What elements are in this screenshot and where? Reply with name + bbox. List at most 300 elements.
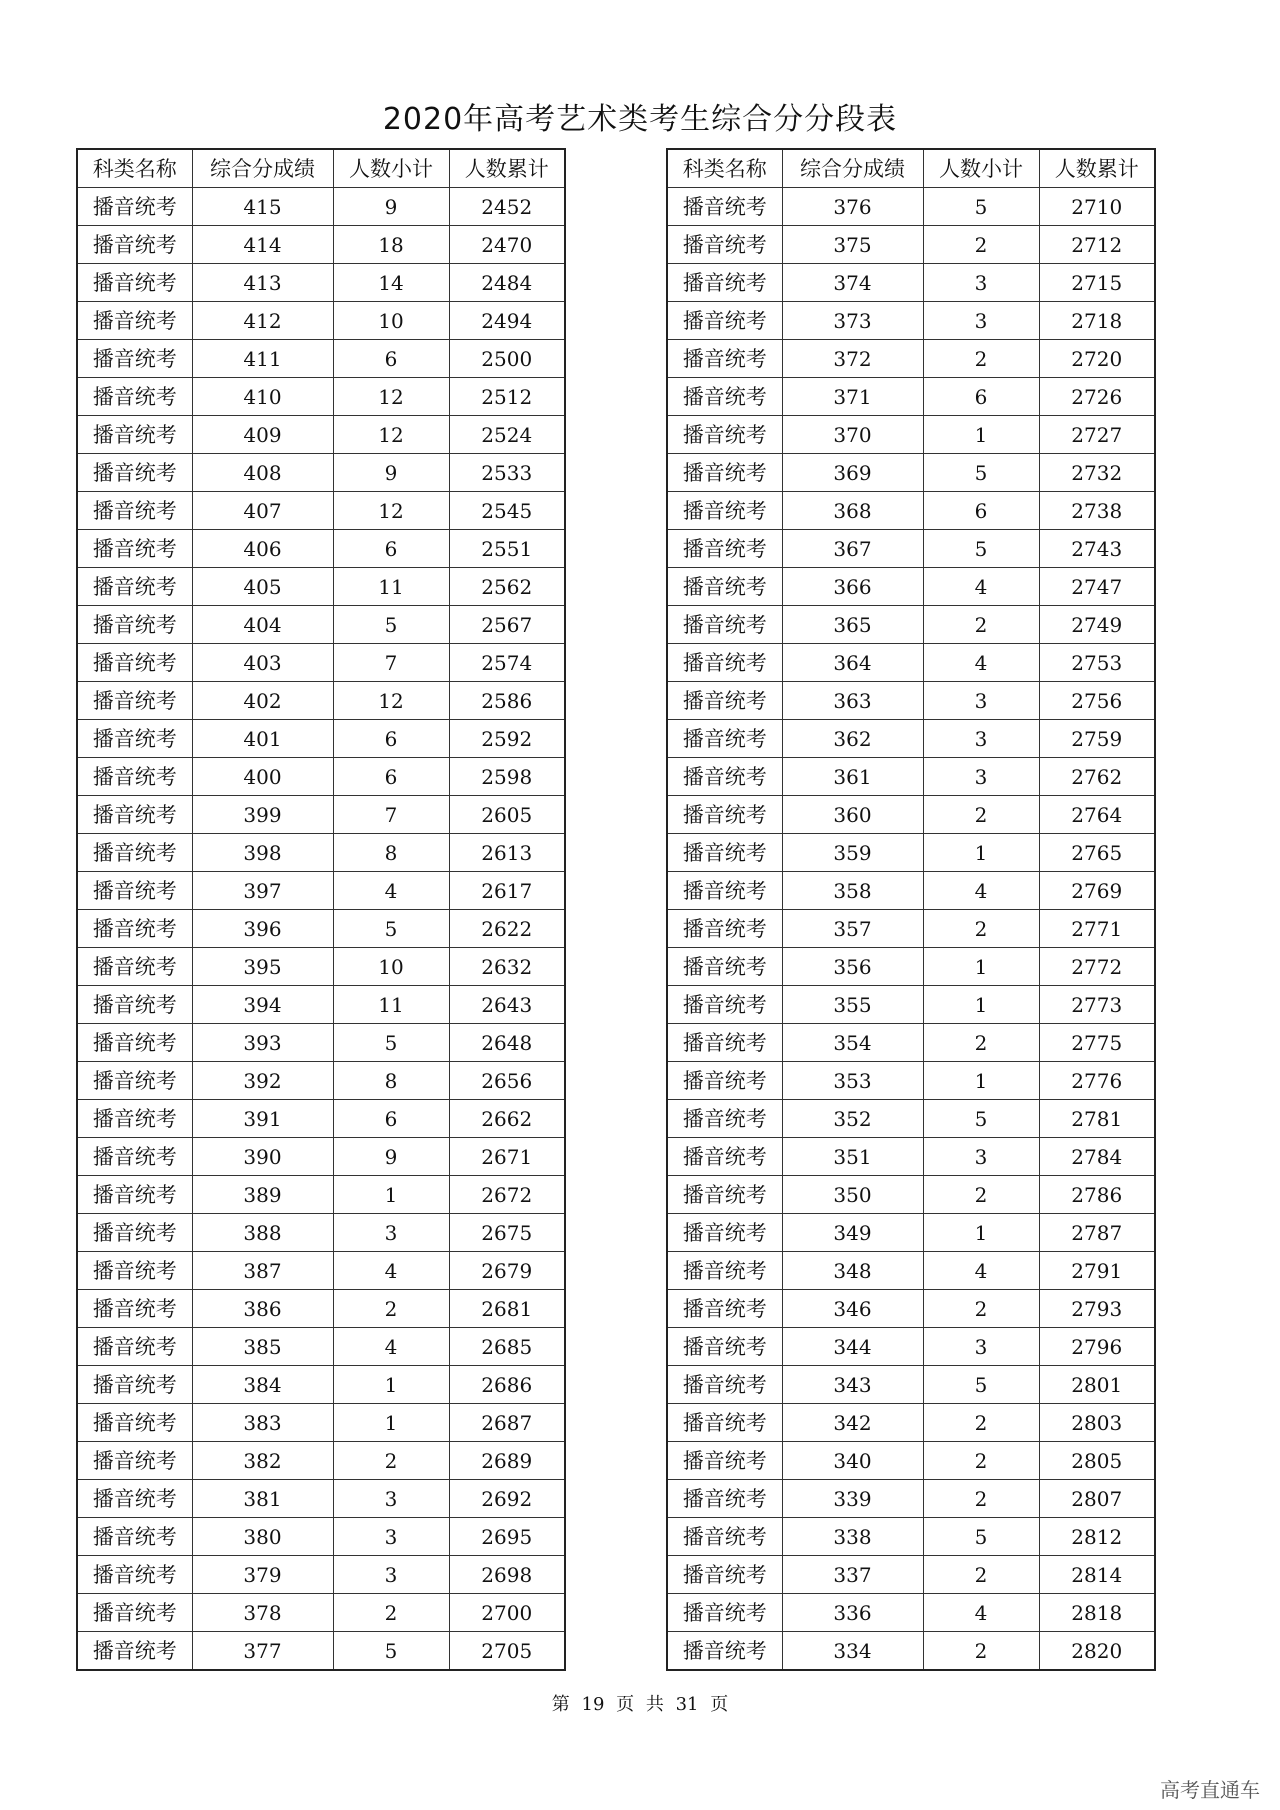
count-cell: 4 xyxy=(923,568,1039,606)
count-cell: 10 xyxy=(333,948,449,986)
count-cell: 2 xyxy=(923,1556,1039,1594)
score-cell: 363 xyxy=(782,682,923,720)
subject-cell: 播音统考 xyxy=(667,1138,782,1176)
count-cell: 5 xyxy=(333,606,449,644)
score-cell: 413 xyxy=(192,264,333,302)
cumulative-cell: 2762 xyxy=(1039,758,1155,796)
score-cell: 360 xyxy=(782,796,923,834)
cumulative-cell: 2484 xyxy=(449,264,565,302)
cumulative-cell: 2695 xyxy=(449,1518,565,1556)
count-cell: 2 xyxy=(923,340,1039,378)
table-body-right xyxy=(667,188,1155,1671)
subject-cell: 播音统考 xyxy=(77,910,192,948)
table-row xyxy=(77,1176,565,1214)
cumulative-cell: 2524 xyxy=(449,416,565,454)
score-cell: 357 xyxy=(782,910,923,948)
header-score: 综合分成绩 xyxy=(192,149,333,188)
header-subject: 科类名称 xyxy=(77,149,192,188)
table-row xyxy=(77,720,565,758)
count-cell: 6 xyxy=(333,340,449,378)
table-row xyxy=(77,530,565,568)
cumulative-cell: 2720 xyxy=(1039,340,1155,378)
cumulative-cell: 2718 xyxy=(1039,302,1155,340)
table-row xyxy=(667,834,1155,872)
subject-cell: 播音统考 xyxy=(667,1328,782,1366)
subject-cell: 播音统考 xyxy=(77,720,192,758)
score-cell: 396 xyxy=(192,910,333,948)
subject-cell: 播音统考 xyxy=(77,1480,192,1518)
subject-cell: 播音统考 xyxy=(77,1442,192,1480)
score-cell: 339 xyxy=(782,1480,923,1518)
table-row xyxy=(667,1252,1155,1290)
subject-cell: 播音统考 xyxy=(667,1594,782,1632)
count-cell: 3 xyxy=(923,682,1039,720)
score-cell: 366 xyxy=(782,568,923,606)
count-cell: 1 xyxy=(923,1214,1039,1252)
cumulative-cell: 2793 xyxy=(1039,1290,1155,1328)
subject-cell: 播音统考 xyxy=(667,1290,782,1328)
count-cell: 6 xyxy=(333,1100,449,1138)
score-cell: 382 xyxy=(192,1442,333,1480)
cumulative-cell: 2648 xyxy=(449,1024,565,1062)
table-row xyxy=(77,568,565,606)
score-cell: 391 xyxy=(192,1100,333,1138)
count-cell: 2 xyxy=(923,1442,1039,1480)
score-cell: 389 xyxy=(192,1176,333,1214)
count-cell: 3 xyxy=(923,302,1039,340)
score-cell: 361 xyxy=(782,758,923,796)
table-row xyxy=(667,1024,1155,1062)
count-cell: 8 xyxy=(333,1062,449,1100)
subject-cell: 播音统考 xyxy=(667,416,782,454)
table-row xyxy=(667,1366,1155,1404)
score-cell: 402 xyxy=(192,682,333,720)
subject-cell: 播音统考 xyxy=(667,910,782,948)
subject-cell: 播音统考 xyxy=(77,1138,192,1176)
table-row xyxy=(77,1290,565,1328)
table-row xyxy=(667,1062,1155,1100)
subject-cell: 播音统考 xyxy=(77,1214,192,1252)
table-row xyxy=(77,1024,565,1062)
subject-cell: 播音统考 xyxy=(77,606,192,644)
table-row xyxy=(667,1632,1155,1671)
cumulative-cell: 2512 xyxy=(449,378,565,416)
table-row xyxy=(667,1480,1155,1518)
cumulative-cell: 2567 xyxy=(449,606,565,644)
score-cell: 408 xyxy=(192,454,333,492)
score-cell: 375 xyxy=(782,226,923,264)
subject-cell: 播音统考 xyxy=(77,1556,192,1594)
cumulative-cell: 2470 xyxy=(449,226,565,264)
cumulative-cell: 2727 xyxy=(1039,416,1155,454)
subject-cell: 播音统考 xyxy=(667,682,782,720)
count-cell: 11 xyxy=(333,986,449,1024)
subject-cell: 播音统考 xyxy=(667,1480,782,1518)
subject-cell: 播音统考 xyxy=(77,1594,192,1632)
subject-cell: 播音统考 xyxy=(667,1176,782,1214)
score-cell: 407 xyxy=(192,492,333,530)
cumulative-cell: 2500 xyxy=(449,340,565,378)
score-cell: 351 xyxy=(782,1138,923,1176)
header-count: 人数小计 xyxy=(333,149,449,188)
subject-cell: 播音统考 xyxy=(77,948,192,986)
page-title: 2020年高考艺术类考生综合分分段表 xyxy=(382,102,898,137)
table-row xyxy=(77,948,565,986)
table-row xyxy=(77,264,565,302)
score-cell: 353 xyxy=(782,1062,923,1100)
table-row xyxy=(667,1214,1155,1252)
score-cell: 337 xyxy=(782,1556,923,1594)
subject-cell: 播音统考 xyxy=(667,1214,782,1252)
subject-cell: 播音统考 xyxy=(667,340,782,378)
score-cell: 364 xyxy=(782,644,923,682)
table-body-left xyxy=(77,188,565,1671)
table-row xyxy=(77,1214,565,1252)
cumulative-cell: 2533 xyxy=(449,454,565,492)
subject-cell: 播音统考 xyxy=(667,834,782,872)
subject-cell: 播音统考 xyxy=(667,530,782,568)
count-cell: 5 xyxy=(923,1518,1039,1556)
table-row xyxy=(667,1100,1155,1138)
count-cell: 1 xyxy=(923,948,1039,986)
score-cell: 346 xyxy=(782,1290,923,1328)
cumulative-cell: 2545 xyxy=(449,492,565,530)
score-cell: 386 xyxy=(192,1290,333,1328)
header-score: 综合分成绩 xyxy=(782,149,923,188)
cumulative-cell: 2551 xyxy=(449,530,565,568)
table-header-row xyxy=(77,149,565,188)
cumulative-cell: 2732 xyxy=(1039,454,1155,492)
score-cell: 378 xyxy=(192,1594,333,1632)
count-cell: 2 xyxy=(923,226,1039,264)
subject-cell: 播音统考 xyxy=(667,796,782,834)
table-row xyxy=(77,758,565,796)
table-row xyxy=(667,302,1155,340)
count-cell: 1 xyxy=(333,1366,449,1404)
score-cell: 362 xyxy=(782,720,923,758)
count-cell: 9 xyxy=(333,1138,449,1176)
table-row xyxy=(77,1480,565,1518)
table-row xyxy=(667,1404,1155,1442)
cumulative-cell: 2759 xyxy=(1039,720,1155,758)
score-cell: 395 xyxy=(192,948,333,986)
subject-cell: 播音统考 xyxy=(77,872,192,910)
cumulative-cell: 2781 xyxy=(1039,1100,1155,1138)
score-cell: 336 xyxy=(782,1594,923,1632)
cumulative-cell: 2710 xyxy=(1039,188,1155,226)
table-row xyxy=(667,568,1155,606)
score-cell: 365 xyxy=(782,606,923,644)
subject-cell: 播音统考 xyxy=(77,454,192,492)
subject-cell: 播音统考 xyxy=(667,264,782,302)
count-cell: 12 xyxy=(333,682,449,720)
count-cell: 4 xyxy=(923,1594,1039,1632)
header-cumulative: 人数累计 xyxy=(449,149,565,188)
subject-cell: 播音统考 xyxy=(77,378,192,416)
table-row xyxy=(667,682,1155,720)
subject-cell: 播音统考 xyxy=(77,834,192,872)
count-cell: 9 xyxy=(333,454,449,492)
table-row xyxy=(667,948,1155,986)
count-cell: 5 xyxy=(923,1100,1039,1138)
cumulative-cell: 2685 xyxy=(449,1328,565,1366)
table-row xyxy=(77,378,565,416)
table-row xyxy=(77,910,565,948)
score-cell: 392 xyxy=(192,1062,333,1100)
count-cell: 4 xyxy=(333,1252,449,1290)
table-row xyxy=(77,1328,565,1366)
subject-cell: 播音统考 xyxy=(77,530,192,568)
score-cell: 358 xyxy=(782,872,923,910)
cumulative-cell: 2771 xyxy=(1039,910,1155,948)
subject-cell: 播音统考 xyxy=(667,1062,782,1100)
score-cell: 343 xyxy=(782,1366,923,1404)
table-row xyxy=(77,986,565,1024)
subject-cell: 播音统考 xyxy=(77,682,192,720)
score-cell: 400 xyxy=(192,758,333,796)
count-cell: 2 xyxy=(923,796,1039,834)
subject-cell: 播音统考 xyxy=(77,340,192,378)
cumulative-cell: 2787 xyxy=(1039,1214,1155,1252)
subject-cell: 播音统考 xyxy=(667,302,782,340)
cumulative-cell: 2784 xyxy=(1039,1138,1155,1176)
subject-cell: 播音统考 xyxy=(667,454,782,492)
count-cell: 2 xyxy=(923,910,1039,948)
table-row xyxy=(667,188,1155,226)
count-cell: 2 xyxy=(333,1442,449,1480)
score-cell: 370 xyxy=(782,416,923,454)
count-cell: 3 xyxy=(333,1214,449,1252)
table-row xyxy=(77,834,565,872)
cumulative-cell: 2681 xyxy=(449,1290,565,1328)
count-cell: 3 xyxy=(923,264,1039,302)
score-cell: 340 xyxy=(782,1442,923,1480)
table-header-row xyxy=(667,149,1155,188)
cumulative-cell: 2705 xyxy=(449,1632,565,1671)
count-cell: 4 xyxy=(923,644,1039,682)
score-cell: 405 xyxy=(192,568,333,606)
subject-cell: 播音统考 xyxy=(667,1632,782,1671)
count-cell: 5 xyxy=(333,1632,449,1671)
count-cell: 6 xyxy=(333,530,449,568)
subject-cell: 播音统考 xyxy=(667,606,782,644)
subject-cell: 播音统考 xyxy=(667,872,782,910)
score-cell: 342 xyxy=(782,1404,923,1442)
cumulative-cell: 2753 xyxy=(1039,644,1155,682)
table-row xyxy=(77,1252,565,1290)
score-cell: 352 xyxy=(782,1100,923,1138)
count-cell: 2 xyxy=(923,1176,1039,1214)
count-cell: 3 xyxy=(923,720,1039,758)
score-cell: 354 xyxy=(782,1024,923,1062)
score-cell: 374 xyxy=(782,264,923,302)
cumulative-cell: 2689 xyxy=(449,1442,565,1480)
table-row xyxy=(77,1100,565,1138)
subject-cell: 播音统考 xyxy=(667,1366,782,1404)
cumulative-cell: 2643 xyxy=(449,986,565,1024)
subject-cell: 播音统考 xyxy=(667,1252,782,1290)
score-cell: 372 xyxy=(782,340,923,378)
count-cell: 1 xyxy=(333,1176,449,1214)
subject-cell: 播音统考 xyxy=(667,188,782,226)
score-cell: 398 xyxy=(192,834,333,872)
table-row xyxy=(77,682,565,720)
subject-cell: 播音统考 xyxy=(667,1556,782,1594)
score-cell: 404 xyxy=(192,606,333,644)
count-cell: 11 xyxy=(333,568,449,606)
cumulative-cell: 2672 xyxy=(449,1176,565,1214)
table-row xyxy=(667,1594,1155,1632)
table-row xyxy=(667,1442,1155,1480)
count-cell: 10 xyxy=(333,302,449,340)
count-cell: 18 xyxy=(333,226,449,264)
table-row xyxy=(667,530,1155,568)
table-row xyxy=(77,1442,565,1480)
cumulative-cell: 2574 xyxy=(449,644,565,682)
table-row xyxy=(77,188,565,226)
cumulative-cell: 2622 xyxy=(449,910,565,948)
score-cell: 394 xyxy=(192,986,333,1024)
count-cell: 3 xyxy=(923,1138,1039,1176)
count-cell: 1 xyxy=(923,416,1039,454)
page-number-footer: 第 19 页 共 31 页 xyxy=(551,1694,729,1715)
score-cell: 406 xyxy=(192,530,333,568)
count-cell: 2 xyxy=(923,606,1039,644)
subject-cell: 播音统考 xyxy=(667,1518,782,1556)
count-cell: 6 xyxy=(333,758,449,796)
score-cell: 369 xyxy=(782,454,923,492)
score-cell: 415 xyxy=(192,188,333,226)
table-row xyxy=(667,1518,1155,1556)
table-row xyxy=(77,302,565,340)
cumulative-cell: 2675 xyxy=(449,1214,565,1252)
cumulative-cell: 2613 xyxy=(449,834,565,872)
score-cell: 412 xyxy=(192,302,333,340)
cumulative-cell: 2679 xyxy=(449,1252,565,1290)
table-row xyxy=(667,416,1155,454)
cumulative-cell: 2818 xyxy=(1039,1594,1155,1632)
table-row xyxy=(77,226,565,264)
cumulative-cell: 2756 xyxy=(1039,682,1155,720)
cumulative-cell: 2812 xyxy=(1039,1518,1155,1556)
cumulative-cell: 2712 xyxy=(1039,226,1155,264)
cumulative-cell: 2726 xyxy=(1039,378,1155,416)
subject-cell: 播音统考 xyxy=(77,1518,192,1556)
cumulative-cell: 2662 xyxy=(449,1100,565,1138)
table-row xyxy=(667,226,1155,264)
score-cell: 367 xyxy=(782,530,923,568)
table-row xyxy=(667,1138,1155,1176)
score-cell: 344 xyxy=(782,1328,923,1366)
subject-cell: 播音统考 xyxy=(667,1024,782,1062)
cumulative-cell: 2801 xyxy=(1039,1366,1155,1404)
subject-cell: 播音统考 xyxy=(77,986,192,1024)
cumulative-cell: 2803 xyxy=(1039,1404,1155,1442)
table-row xyxy=(667,454,1155,492)
subject-cell: 播音统考 xyxy=(77,758,192,796)
cumulative-cell: 2700 xyxy=(449,1594,565,1632)
cumulative-cell: 2738 xyxy=(1039,492,1155,530)
table-row xyxy=(667,796,1155,834)
count-cell: 2 xyxy=(923,1632,1039,1671)
score-cell: 371 xyxy=(782,378,923,416)
table-row xyxy=(667,758,1155,796)
count-cell: 1 xyxy=(333,1404,449,1442)
cumulative-cell: 2807 xyxy=(1039,1480,1155,1518)
subject-cell: 播音统考 xyxy=(667,568,782,606)
count-cell: 14 xyxy=(333,264,449,302)
count-cell: 5 xyxy=(923,454,1039,492)
subject-cell: 播音统考 xyxy=(77,1632,192,1671)
subject-cell: 播音统考 xyxy=(77,1100,192,1138)
subject-cell: 播音统考 xyxy=(77,568,192,606)
subject-cell: 播音统考 xyxy=(667,492,782,530)
cumulative-cell: 2656 xyxy=(449,1062,565,1100)
count-cell: 7 xyxy=(333,796,449,834)
subject-cell: 播音统考 xyxy=(77,1062,192,1100)
subject-cell: 播音统考 xyxy=(77,796,192,834)
table-row xyxy=(667,1328,1155,1366)
cumulative-cell: 2605 xyxy=(449,796,565,834)
count-cell: 2 xyxy=(923,1290,1039,1328)
table-row xyxy=(77,606,565,644)
subject-cell: 播音统考 xyxy=(77,1404,192,1442)
table-row xyxy=(667,1176,1155,1214)
score-cell: 401 xyxy=(192,720,333,758)
cumulative-cell: 2671 xyxy=(449,1138,565,1176)
table-row xyxy=(667,340,1155,378)
score-cell: 387 xyxy=(192,1252,333,1290)
cumulative-cell: 2598 xyxy=(449,758,565,796)
cumulative-cell: 2776 xyxy=(1039,1062,1155,1100)
score-cell: 414 xyxy=(192,226,333,264)
table-row xyxy=(667,378,1155,416)
count-cell: 12 xyxy=(333,492,449,530)
table-row xyxy=(77,1518,565,1556)
cumulative-cell: 2562 xyxy=(449,568,565,606)
count-cell: 5 xyxy=(333,910,449,948)
table-row xyxy=(77,1632,565,1671)
count-cell: 1 xyxy=(923,1062,1039,1100)
subject-cell: 播音统考 xyxy=(667,758,782,796)
score-cell: 350 xyxy=(782,1176,923,1214)
count-cell: 2 xyxy=(333,1290,449,1328)
score-cell: 356 xyxy=(782,948,923,986)
cumulative-cell: 2592 xyxy=(449,720,565,758)
cumulative-cell: 2617 xyxy=(449,872,565,910)
subject-cell: 播音统考 xyxy=(77,1176,192,1214)
table-row xyxy=(77,1062,565,1100)
count-cell: 4 xyxy=(923,1252,1039,1290)
cumulative-cell: 2775 xyxy=(1039,1024,1155,1062)
header-count: 人数小计 xyxy=(923,149,1039,188)
table-row xyxy=(667,606,1155,644)
table-row xyxy=(77,454,565,492)
table-row xyxy=(77,340,565,378)
subject-cell: 播音统考 xyxy=(667,986,782,1024)
table-row xyxy=(77,644,565,682)
score-cell: 349 xyxy=(782,1214,923,1252)
score-cell: 409 xyxy=(192,416,333,454)
count-cell: 3 xyxy=(333,1556,449,1594)
cumulative-cell: 2715 xyxy=(1039,264,1155,302)
cumulative-cell: 2786 xyxy=(1039,1176,1155,1214)
subject-cell: 播音统考 xyxy=(77,644,192,682)
cumulative-cell: 2687 xyxy=(449,1404,565,1442)
count-cell: 7 xyxy=(333,644,449,682)
count-cell: 4 xyxy=(333,1328,449,1366)
subject-cell: 播音统考 xyxy=(667,378,782,416)
